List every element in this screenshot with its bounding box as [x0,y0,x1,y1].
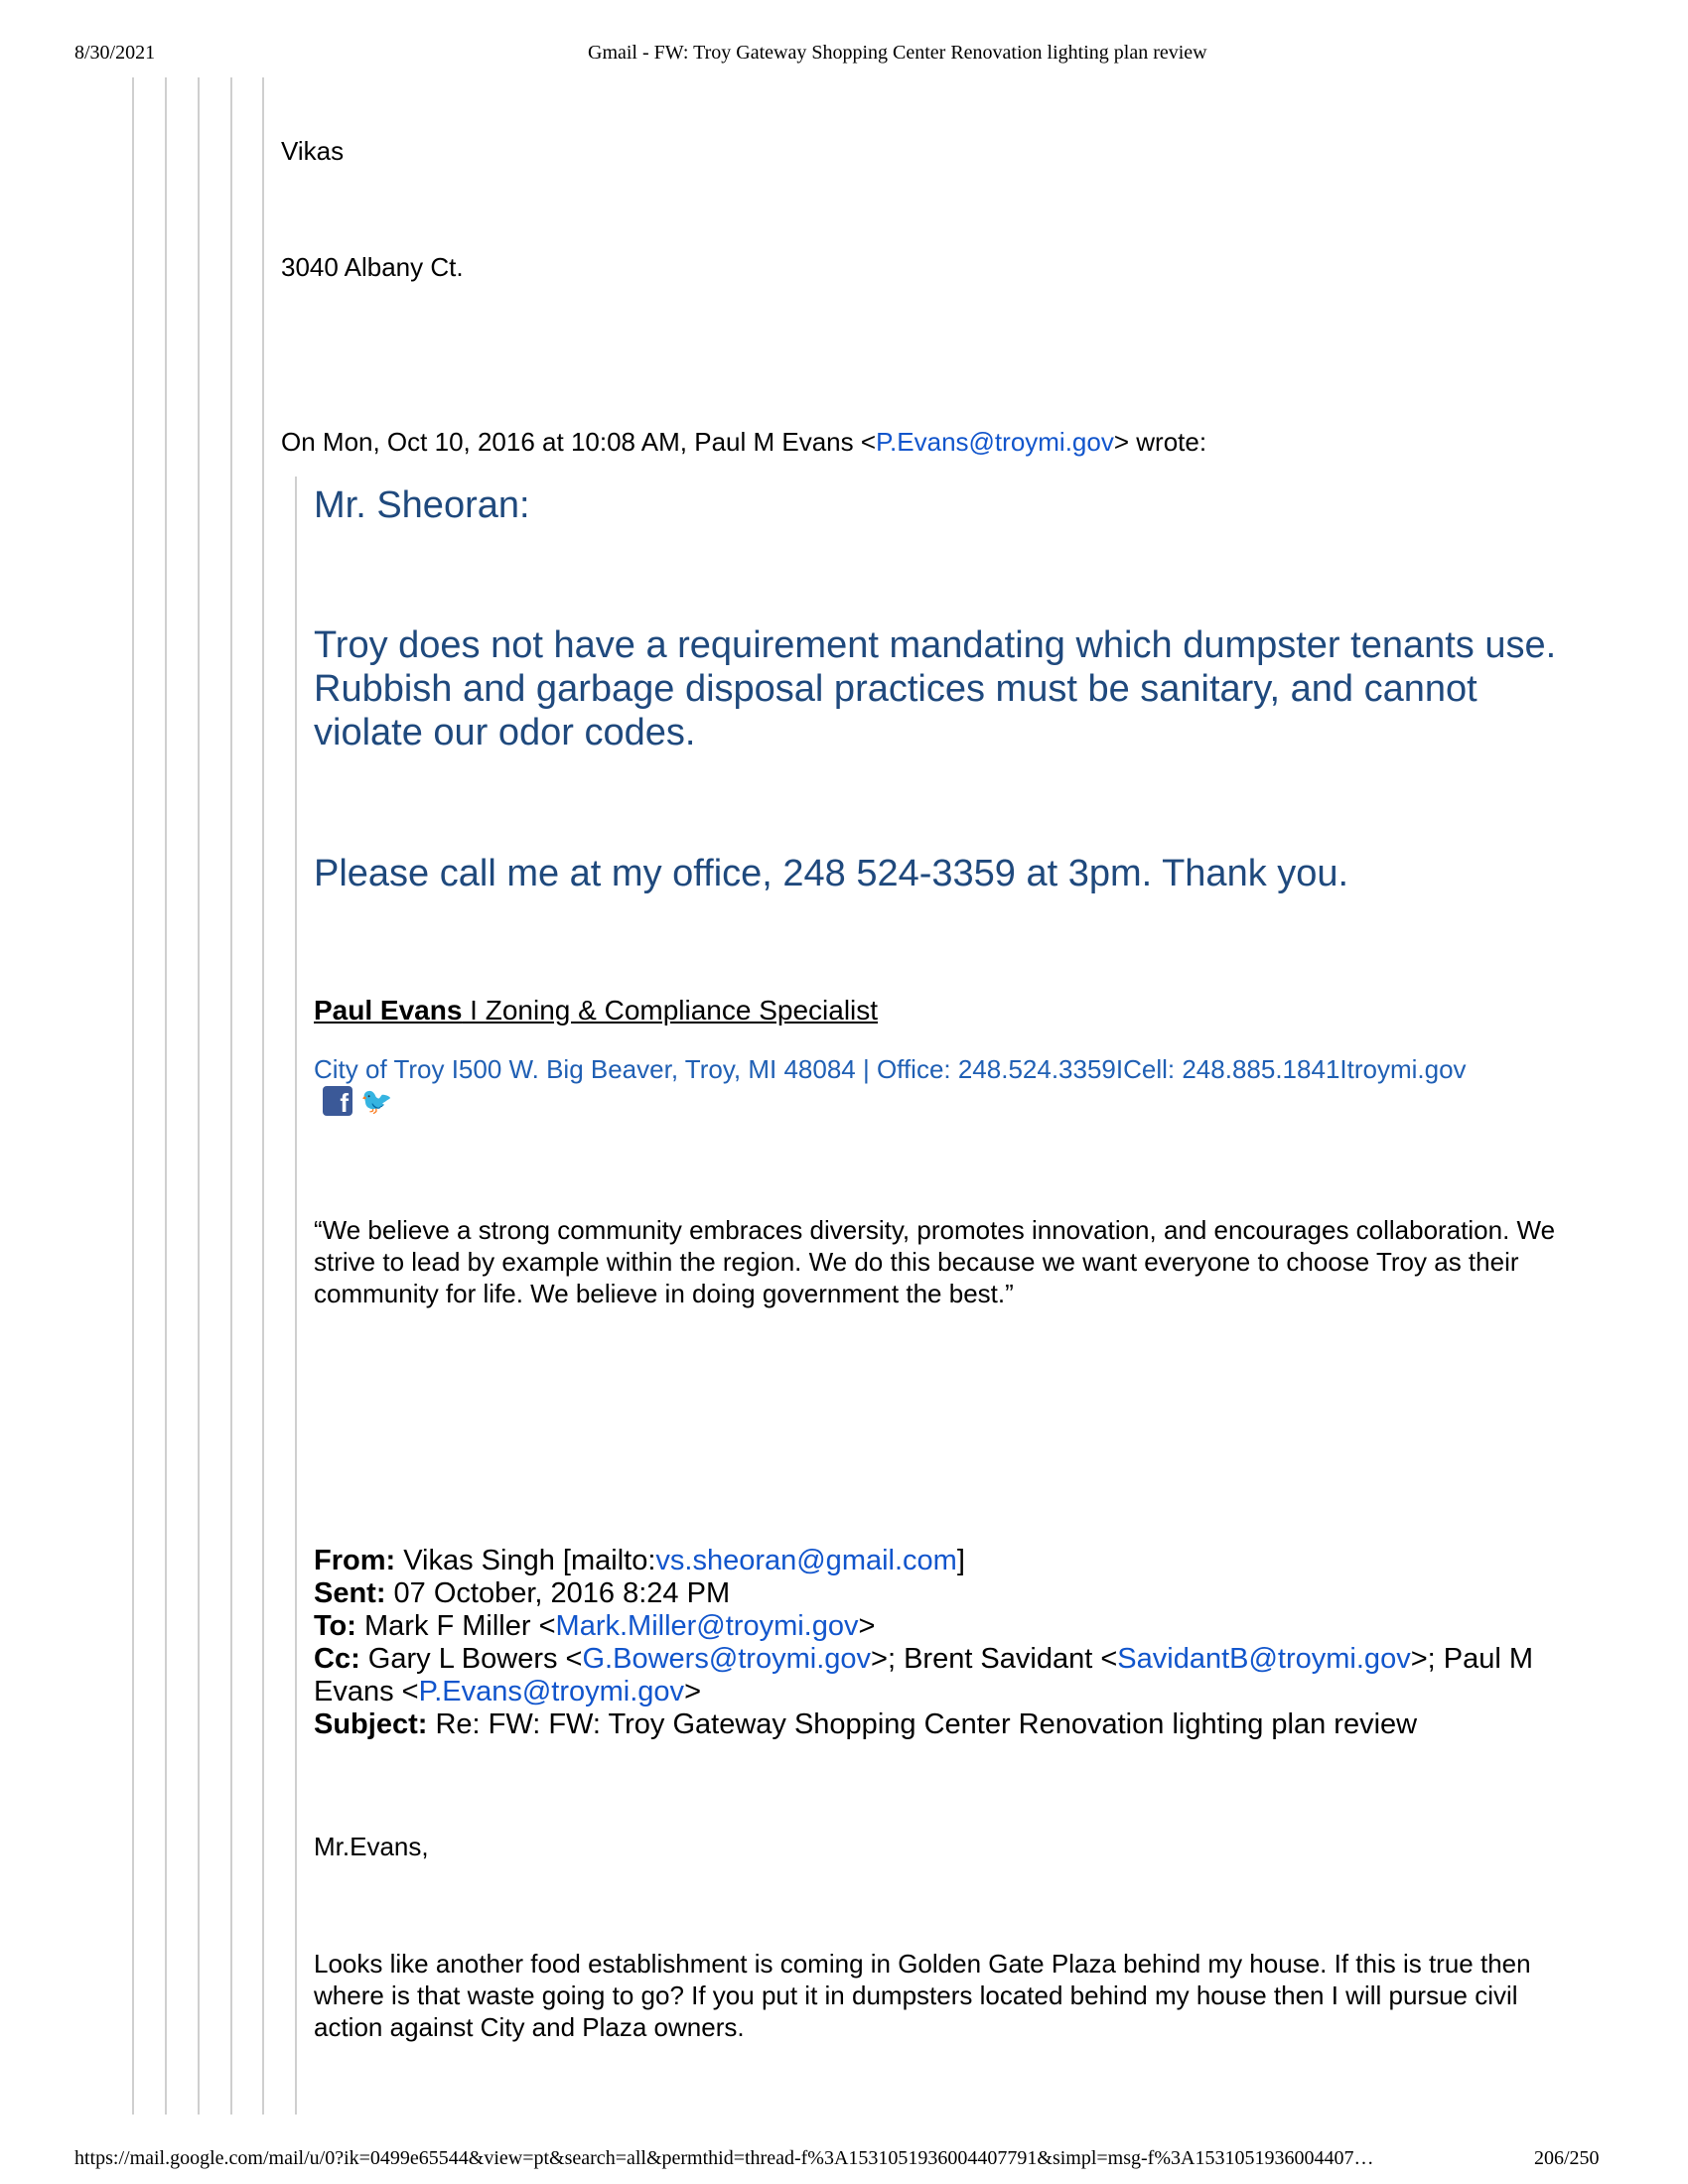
facebook-icon[interactable]: f [323,1086,352,1116]
forwarded-header [314,1545,1595,1741]
cc-email-link-2[interactable]: SavidantB@troymi.gov [1117,1643,1411,1675]
vikas-salutation: Mr.Evans, [314,1832,429,1861]
sender-address: 3040 Albany Ct. [281,252,464,282]
evans-paragraph-1: Troy does not have a requirement mandating which dumpster tenants use. Rubbish and garbage disposal practices must be sanitary, and cannot violate our odor codes. [314,624,1557,753]
subject-line: Subject: Re: FW: FW: Troy Gateway Shopping Center Renovation lighting plan review [314,1708,1418,1740]
from-line: From: Vikas Singh [mailto:vs.sheoran@gmail.com] [314,1545,965,1576]
signature-name-title [314,995,878,1026]
quote-line-5 [262,77,264,2115]
to-email-link[interactable]: Mark.Miller@troymi.gov [555,1610,859,1642]
cc-email-link-3[interactable]: P.Evans@troymi.gov [418,1676,685,1707]
cc-email-link-1[interactable]: G.Bowers@troymi.gov [582,1643,872,1675]
evans-salutation: Mr. Sheoran: [314,484,530,526]
attribution-suffix: > wrote: [1113,427,1207,457]
cc-line: Cc: Gary L Bowers <G.Bowers@troymi.gov>; Brent Savidant <SavidantB@troymi.gov>; Paul M Evans <P.Evans@troymi.gov> [314,1643,1534,1707]
reply-attribution [281,427,1206,458]
sender-name: Vikas [281,136,345,166]
vikas-paragraph-1: Looks like another food establishment is coming in Golden Gate Plaza behind my house. If this is true then where is that waste going to go? If you put it in dumpsters located behind my house then I will pursue civil action against City and Plaza owners. [314,1949,1531,2042]
to-line: To: Mark F Miller <Mark.Miller@troymi.gov> [314,1610,876,1642]
evans-paragraph-2: Please call me at my office, 248 524-3359 at 3pm. Thank you. [314,853,1349,894]
print-title: Gmail - FW: Troy Gateway Shopping Center Renovation lighting plan review [588,42,1207,64]
from-email-link[interactable]: vs.sheoran@gmail.com [655,1545,957,1576]
quote-line-6 [295,477,297,2115]
sent-line: Sent: 07 October, 2016 8:24 PM [314,1577,731,1609]
signature-name: Paul Evans [314,995,463,1025]
signature-contact[interactable]: City of Troy I500 W. Big Beaver, Troy, MI 48084 | Office: 248.524.3359ICell: 248.885.1841Itroymi.gov [314,1054,1467,1084]
quote-line-4 [230,77,232,2115]
quote-line-2 [165,77,167,2115]
quote-line-1 [132,77,134,2115]
print-url: https://mail.google.com/mail/u/0?ik=0499e65544&view=pt&search=all&permthid=thread-f%3A1531051936004407791&simpl=msg-f%3A1531051936004407… [74,2147,1374,2169]
attribution-email-link[interactable]: P.Evans@troymi.gov [876,427,1114,457]
twitter-icon[interactable]: 🐦 [360,1086,393,1116]
print-date: 8/30/2021 [74,42,156,64]
print-page-number: 206/250 [1534,2147,1600,2169]
quote-line-3 [198,77,200,2115]
social-icons [323,1086,393,1116]
city-quote: “We believe a strong community embraces diversity, promotes innovation, and encourages collaboration. We strive to lead by example within the region. We do this because we want everyone to choose Troy as their community for life. We believe in doing government the best.” [314,1215,1556,1308]
attribution-prefix: On Mon, Oct 10, 2016 at 10:08 AM, Paul M Evans < [281,427,877,457]
signature-title: I Zoning & Compliance Specialist [462,995,879,1025]
